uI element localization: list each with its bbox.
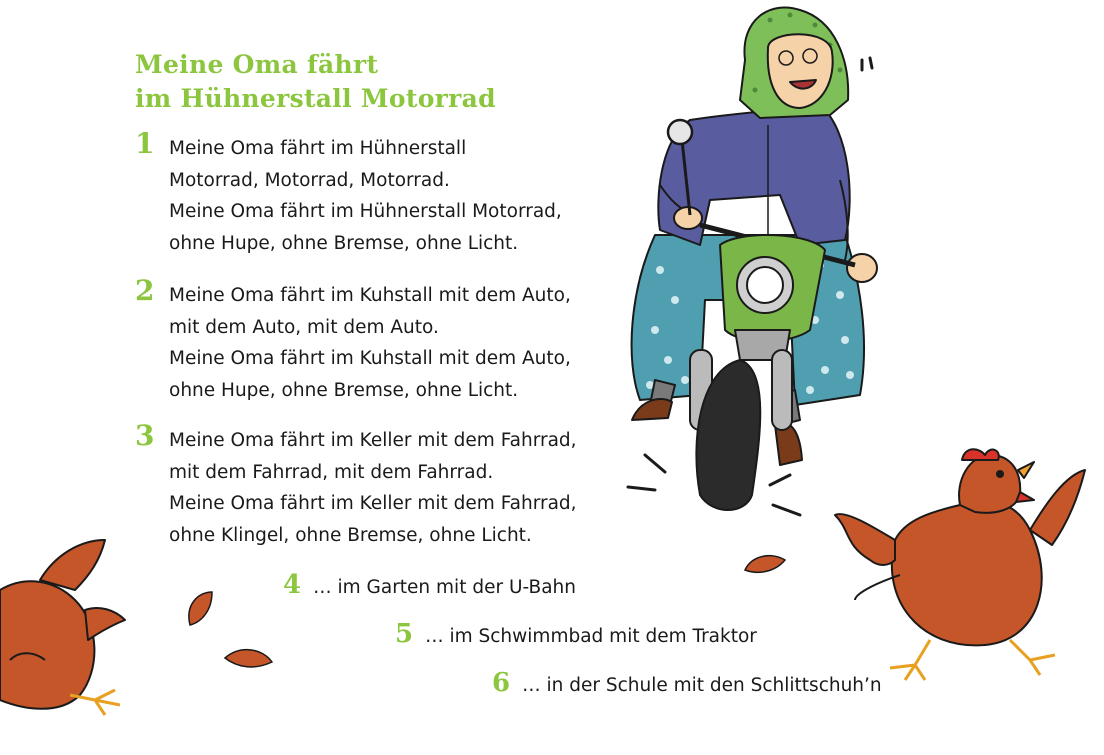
song-title-line-1: Meine Oma fährt xyxy=(135,50,379,79)
verse-line: Meine Oma fährt im Hühnerstall Motorrad, xyxy=(169,201,562,222)
verse-line: Meine Oma fährt im Kuhstall mit dem Auto, xyxy=(169,285,571,306)
verse-line: Motorrad, Motorrad, Motorrad. xyxy=(169,169,450,191)
verse-text: … im Schwimmbad mit dem Traktor xyxy=(425,626,757,647)
song-title-line-2: im Hühnerstall Motorrad xyxy=(135,84,496,113)
verse-number: 3 xyxy=(135,419,155,452)
verse-line: mit dem Auto, mit dem Auto. xyxy=(169,316,439,338)
verse-text: … in der Schule mit den Schlittschuh’n xyxy=(522,675,882,696)
verse-number: 4 xyxy=(283,570,302,600)
verse-number: 2 xyxy=(135,274,155,307)
running-hen-illustration xyxy=(835,449,1085,680)
verse-number: 6 xyxy=(492,668,511,698)
verse-line: mit dem Fahrrad, mit dem Fahrrad. xyxy=(169,461,494,483)
fleeing-hen-illustration xyxy=(0,540,125,715)
verse-line: Meine Oma fährt im Hühnerstall xyxy=(169,138,467,159)
verse-line: Meine Oma fährt im Keller mit dem Fahrrad, xyxy=(169,493,577,514)
verse-text: … im Garten mit der U-Bahn xyxy=(313,577,576,598)
verse-number: 1 xyxy=(135,127,155,160)
grandma-on-motorbike-illustration xyxy=(628,7,877,515)
verse-line: Meine Oma fährt im Keller mit dem Fahrrad, xyxy=(169,430,577,451)
verse-line: ohne Hupe, ohne Bremse, ohne Licht. xyxy=(169,379,519,401)
verse-line: ohne Hupe, ohne Bremse, ohne Licht. xyxy=(169,232,519,254)
verse-line: Meine Oma fährt im Kuhstall mit dem Auto, xyxy=(169,348,571,369)
verse-line: ohne Klingel, ohne Bremse, ohne Licht. xyxy=(169,524,532,546)
falling-leaves-illustration xyxy=(189,556,785,667)
verse-number: 5 xyxy=(395,619,414,649)
